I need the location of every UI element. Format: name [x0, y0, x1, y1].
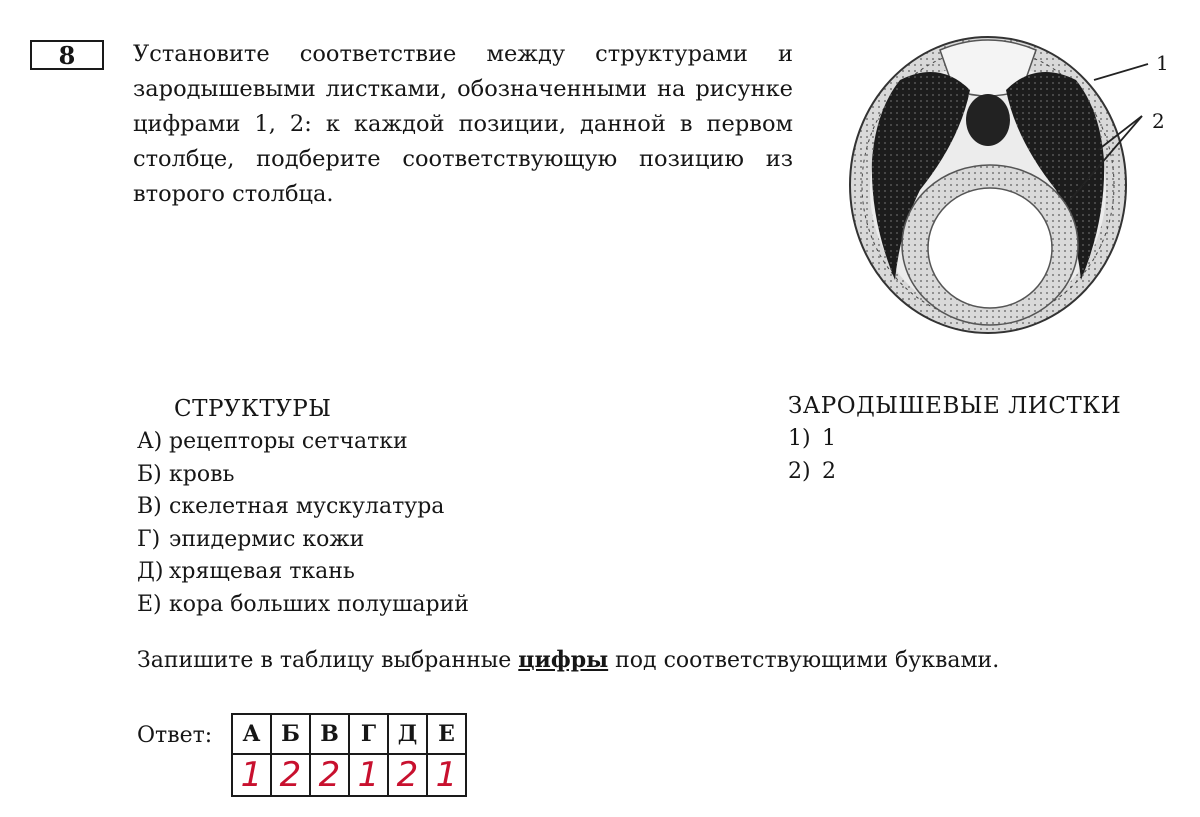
structure-item: Д) хрящевая ткань	[137, 559, 355, 584]
answer-header-cell: В	[310, 714, 349, 754]
structure-item: А) рецепторы сетчатки	[137, 429, 408, 454]
answer-header-cell: Б	[271, 714, 310, 754]
germ-layers-title: ЗАРОДЫШЕВЫЕ ЛИСТКИ	[788, 393, 1122, 419]
structure-item: Е) кора больших полушарий	[137, 591, 469, 617]
answer-table	[231, 713, 467, 797]
notochord	[966, 94, 1010, 146]
embryo-diagram	[840, 20, 1180, 340]
question-number: 8	[30, 40, 104, 70]
answer-value-cell[interactable]: 1	[427, 754, 466, 796]
structure-item: В) скелетная мускулатура	[137, 494, 445, 519]
structure-item: Г) эпидермис кожи	[137, 526, 365, 552]
germ-layer-item: 1) 1	[788, 426, 836, 451]
structures-column	[137, 396, 697, 621]
answer-value-cell[interactable]: 2	[310, 754, 349, 796]
answer-header-cell: Д	[388, 714, 427, 754]
germ-layers-column	[788, 393, 1188, 488]
structure-item: Б) кровь	[137, 461, 235, 487]
germ-layer-item: 2) 2	[788, 458, 836, 484]
answer-header-cell: А	[232, 714, 271, 754]
answer-header-cell: Г	[349, 714, 388, 754]
answer-value-cell[interactable]: 1	[349, 754, 388, 796]
label-2: 2	[1152, 109, 1165, 133]
gut-cavity	[928, 188, 1052, 308]
answer-value-cell[interactable]: 1	[232, 754, 271, 796]
answer-value-cell[interactable]: 2	[271, 754, 310, 796]
answer-value-cell[interactable]: 2	[388, 754, 427, 796]
answer-label: Ответ:	[137, 723, 213, 748]
structures-title: СТРУКТУРЫ	[174, 396, 332, 422]
instruction-text: Запишите в таблицу выбранные цифры под соответствующими буквами.	[137, 647, 1000, 673]
instruction-emphasis: цифры	[518, 647, 609, 673]
question-text: Установите соответствие между структурами и зародышевыми листками, обозначенными на рисунке цифрами 1, 2: к каждой позиции, данной в первом столбце, подберите соответствующую позицию из второго столбца.	[133, 41, 793, 207]
label-1: 1	[1156, 51, 1169, 75]
answer-header-cell: Е	[427, 714, 466, 754]
